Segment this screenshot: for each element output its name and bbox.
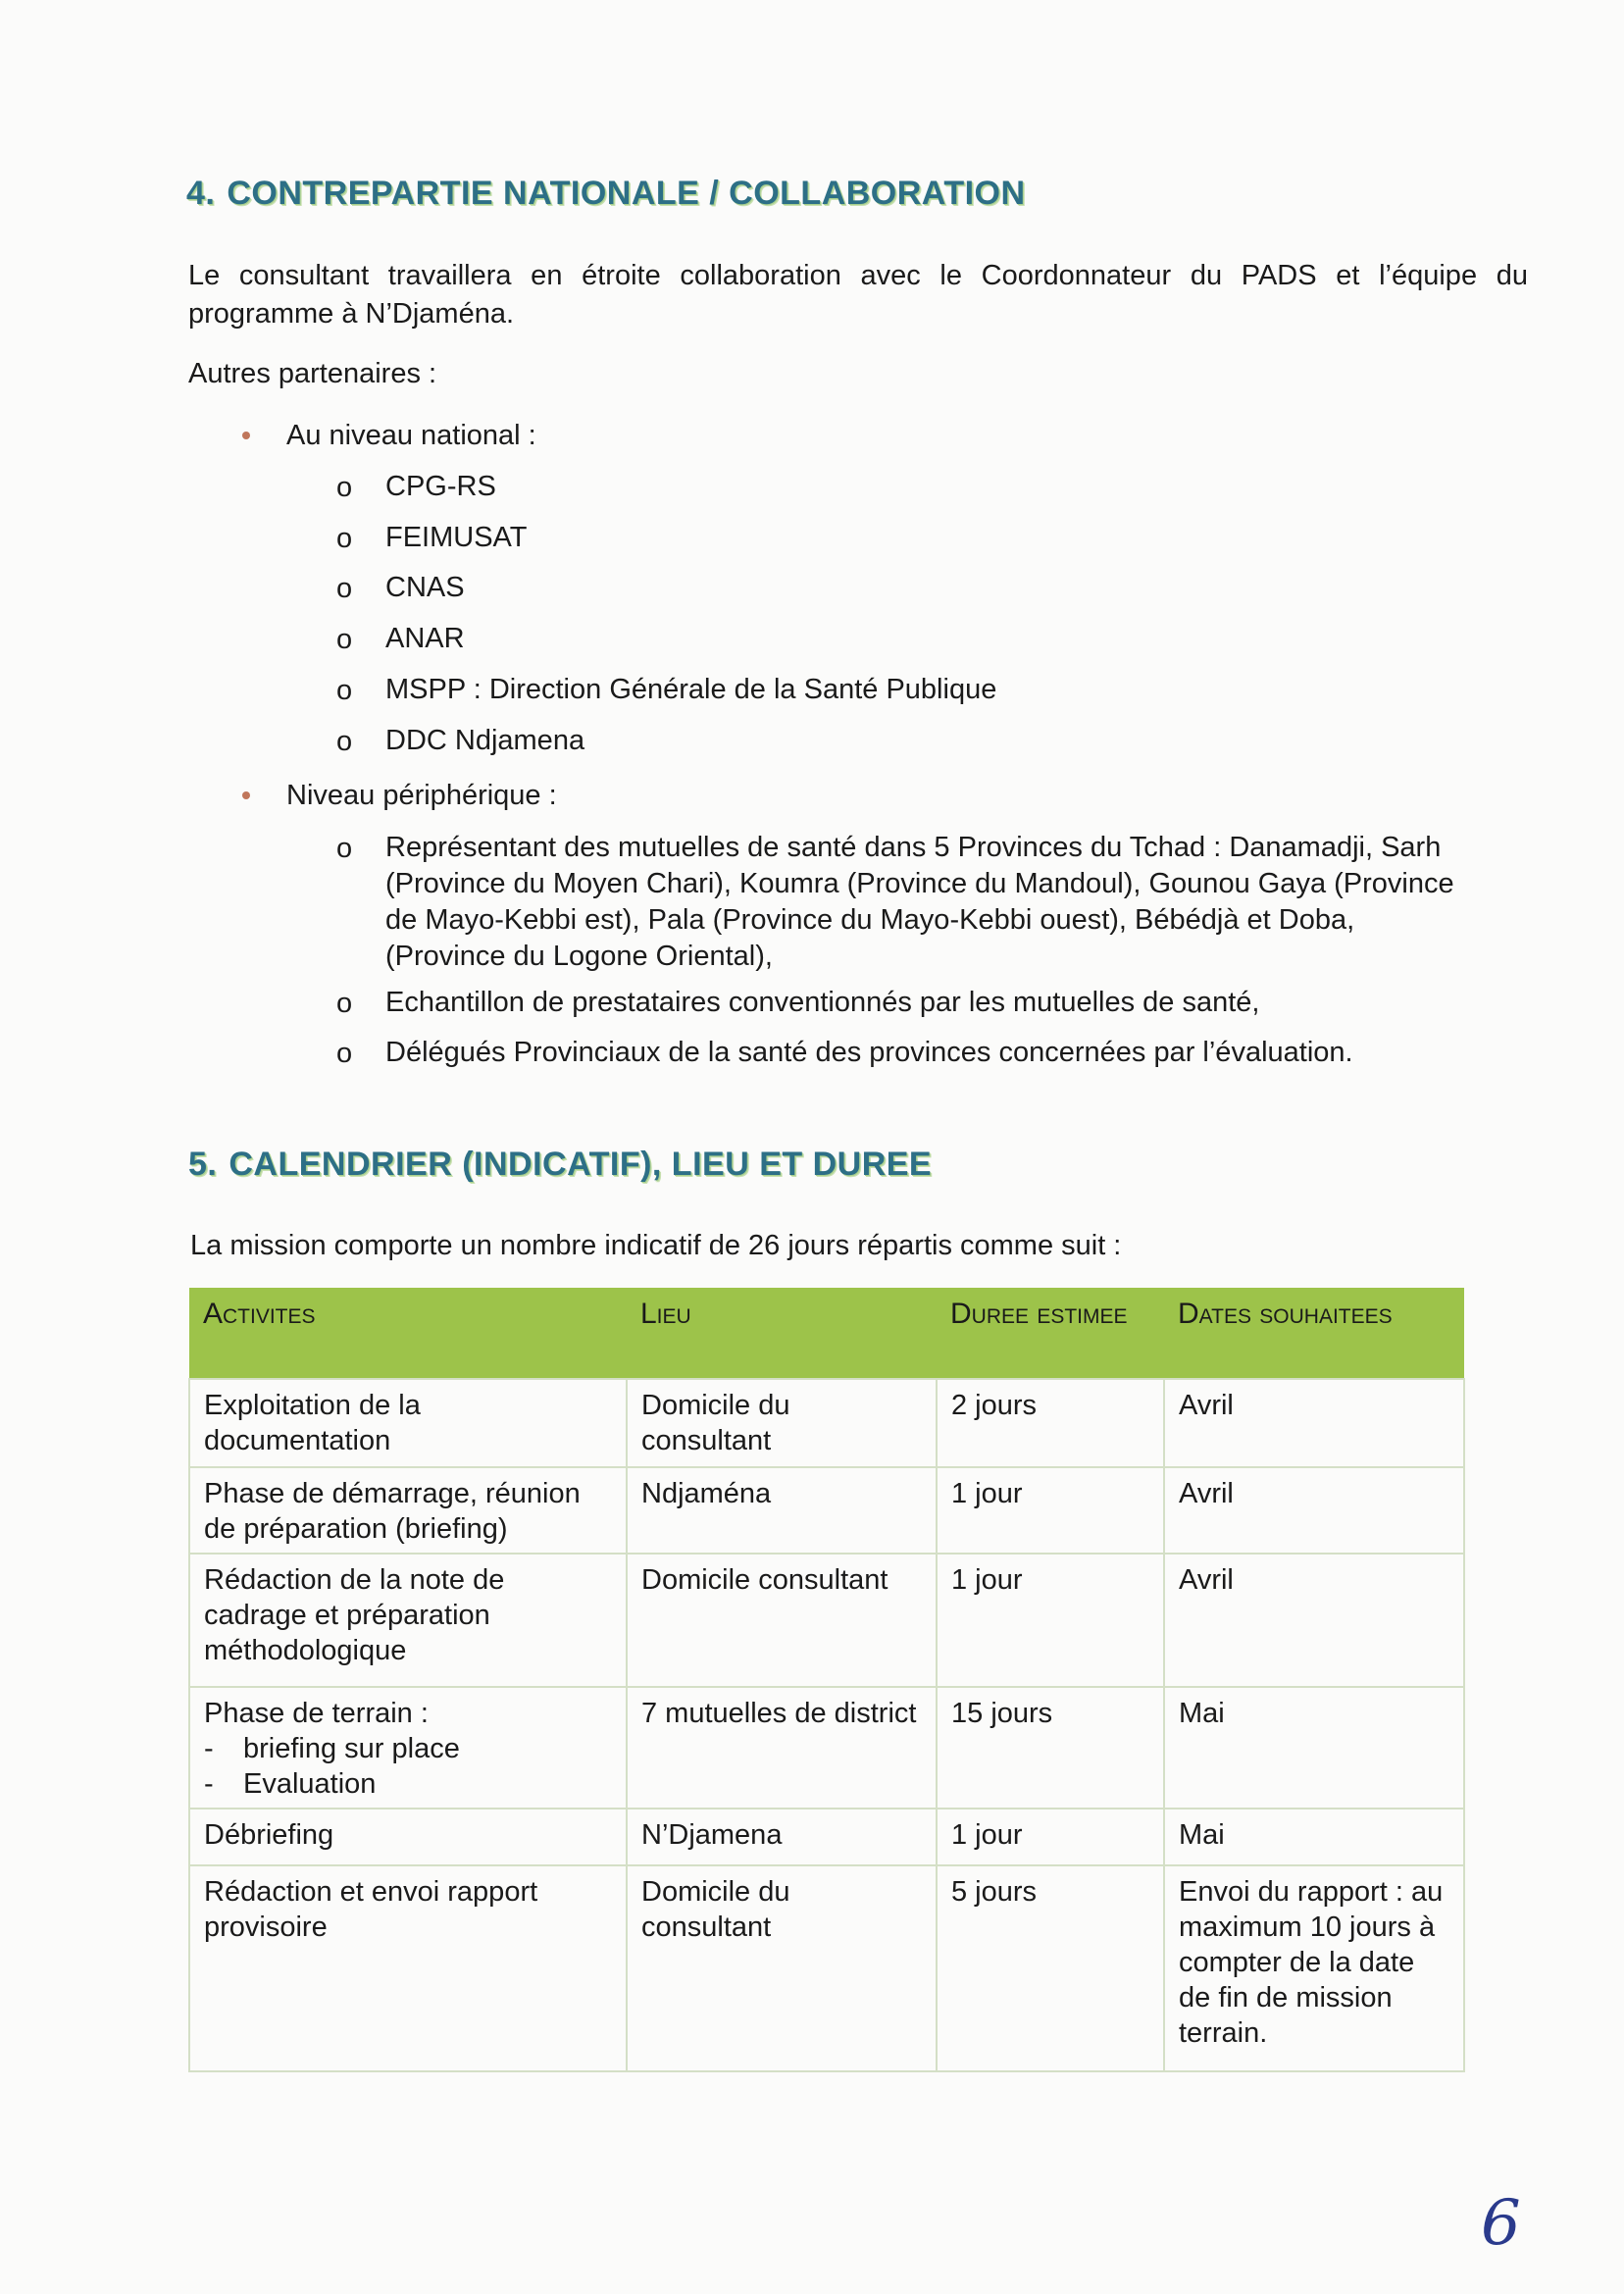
sub-bullet-marker: o [336, 1038, 353, 1069]
list-item: CPG-RS [385, 471, 496, 502]
sub-bullet-marker: o [336, 523, 353, 554]
cell-dates: Envoi du rapport : au maximum 10 jours à compter de la date de fin de mission terrain. [1164, 1865, 1464, 2071]
sub-bullet-marker: o [336, 624, 353, 655]
section-5-number: 5. [188, 1146, 218, 1183]
section-4-number: 4. [186, 175, 216, 212]
page-number: 6 [1481, 2187, 1521, 2260]
cell-duration: 1 jour [937, 1554, 1164, 1687]
sub-bullet-marker: o [336, 833, 353, 864]
cell-location: Ndjaména [627, 1467, 937, 1554]
group-peripheral-label: Niveau périphérique : [286, 780, 557, 811]
cell-dates: Mai [1164, 1809, 1464, 1865]
table-row [189, 1554, 1464, 1687]
list-item: - Evaluation [243, 1766, 614, 1802]
table-row [189, 1379, 1464, 1467]
section-4-heading [186, 175, 1026, 213]
column-header-duration: Duree estimee [937, 1288, 1164, 1379]
cell-dates: Mai [1164, 1687, 1464, 1809]
table-row [189, 1865, 1464, 2071]
column-header-location: Lieu [627, 1288, 937, 1379]
section-5-intro: La mission comporte un nombre indicatif de 26 jours répartis comme suit : [190, 1230, 1122, 1261]
cell-duration: 1 jour [937, 1467, 1164, 1554]
table-header-row [189, 1288, 1464, 1379]
cell-dates: Avril [1164, 1467, 1464, 1554]
cell-dates: Avril [1164, 1554, 1464, 1687]
calendar-table [188, 1288, 1465, 2072]
section-5-heading [188, 1146, 932, 1184]
cell-location: 7 mutuelles de district [627, 1687, 937, 1809]
list-item: DDC Ndjamena [385, 725, 585, 756]
cell-activity: Débriefing [189, 1809, 627, 1865]
cell-location: Domicile consultant [627, 1554, 937, 1687]
cell-activity: Rédaction et envoi rapport provisoire [189, 1865, 627, 2071]
list-item: FEIMUSAT [385, 522, 528, 553]
activity-sublist [204, 1731, 614, 1802]
activity-title: Phase de terrain : [204, 1698, 429, 1729]
table-row [189, 1687, 1464, 1809]
list-item: ANAR [385, 623, 465, 654]
bullet-dot-icon [242, 791, 250, 799]
group-national-label: Au niveau national : [286, 420, 536, 451]
list-item: Délégués Provinciaux de la santé des provinces concernées par l’évaluation. [385, 1037, 1353, 1068]
cell-location: N’Djamena [627, 1809, 937, 1865]
table-row [189, 1809, 1464, 1865]
sub-bullet-marker: o [336, 988, 353, 1019]
table-row [189, 1467, 1464, 1554]
list-item: - briefing sur place [243, 1731, 614, 1766]
bullet-dot-icon [242, 432, 250, 439]
partners-label: Autres partenaires : [188, 358, 437, 389]
sub-bullet-marker: o [336, 726, 353, 757]
cell-location: Domicile du consultant [627, 1865, 937, 2071]
cell-activity: Phase de démarrage, réunion de préparation (briefing) [189, 1467, 627, 1554]
sub-bullet-marker: o [336, 573, 353, 604]
list-item: MSPP : Direction Générale de la Santé Publique [385, 674, 997, 705]
column-header-activities: Activites [189, 1288, 627, 1379]
cell-duration: 2 jours [937, 1379, 1164, 1467]
sub-bullet-marker: o [336, 675, 353, 706]
cell-activity: Rédaction de la note de cadrage et préparation méthodologique [189, 1554, 627, 1687]
list-item: Représentant des mutuelles de santé dans 5 Provinces du Tchad : Danamadji, Sarh (Province du Moyen Chari), Koumra (Province du Mandoul), Gounou Gaya (Province de Mayo-Kebbi est), Pala (Province du Mayo-Kebbi ouest), Bébédjà et Doba, (Province du Logone Oriental), [385, 832, 1454, 972]
cell-duration: 5 jours [937, 1865, 1164, 2071]
cell-activity: Exploitation de la documentation [189, 1379, 627, 1467]
cell-duration: 15 jours [937, 1687, 1164, 1809]
list-item: CNAS [385, 572, 465, 603]
section-4-intro: Le consultant travaillera en étroite collaboration avec le Coordonnateur du PADS et l’équipe du programme à N’Djaména. [188, 260, 1528, 330]
list-item: Echantillon de prestataires conventionnés par les mutuelles de santé, [385, 987, 1260, 1018]
column-header-dates: Dates souhaitees [1164, 1288, 1464, 1379]
section-5-title: CALENDRIER (INDICATIF), LIEU ET DUREE [228, 1146, 933, 1183]
sub-bullet-marker: o [336, 472, 353, 503]
section-4-title: CONTREPARTIE NATIONALE / COLLABORATION [227, 175, 1026, 212]
cell-location: Domicile du consultant [627, 1379, 937, 1467]
cell-activity [189, 1687, 627, 1809]
cell-duration: 1 jour [937, 1809, 1164, 1865]
cell-dates: Avril [1164, 1379, 1464, 1467]
